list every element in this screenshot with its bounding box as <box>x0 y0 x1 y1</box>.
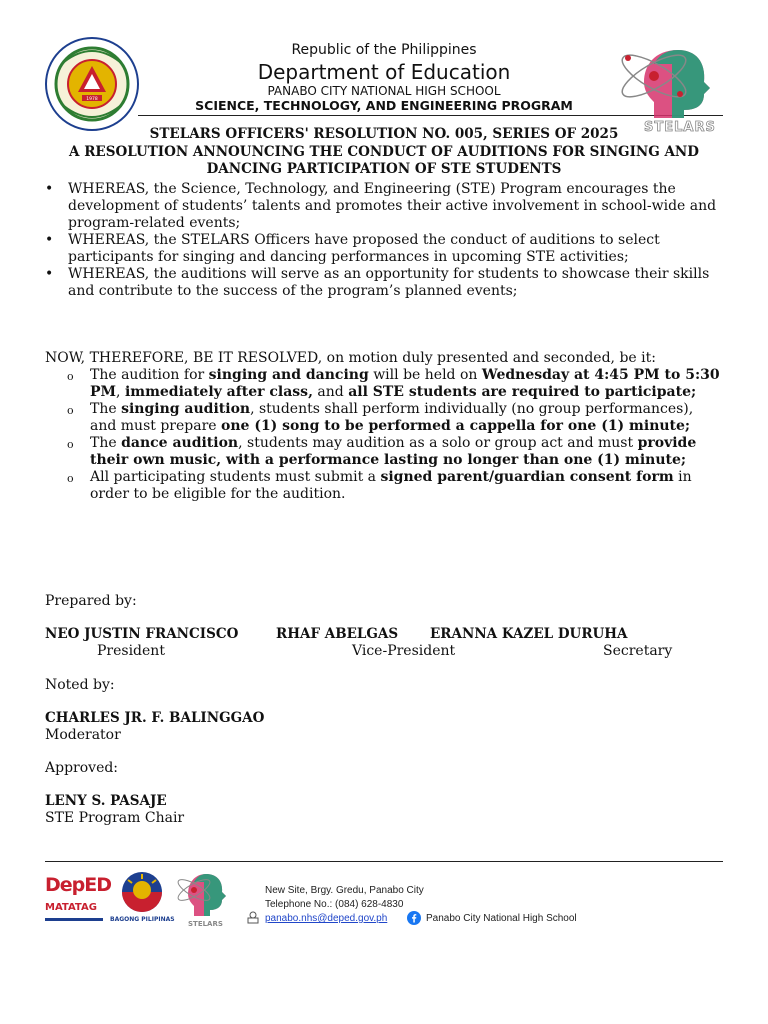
resolution-number: STELARS OFFICERS' RESOLUTION NO. 005, SERIES OF 2025 <box>149 126 619 142</box>
program-line: SCIENCE, TECHNOLOGY, AND ENGINEERING PROGRAM <box>195 98 573 113</box>
matatag-text: MATATAG <box>45 902 97 913</box>
president-name: NEO JUSTIN FRANCISCO <box>45 626 239 642</box>
deped-logo-text: DepED <box>45 874 112 896</box>
resolution-item-dance: o The dance audition, students may audition as a solo or group act and must provide their own music, with a performance lasting no longer than one (1) minute; <box>67 435 697 468</box>
seal-year: 1978 <box>86 97 98 102</box>
resolution-title-line2: DANCING PARTICIPATION OF STE STUDENTS <box>206 161 562 177</box>
stelars-footer-logo <box>174 866 234 932</box>
bagong-pilipinas-logo <box>110 868 175 928</box>
president-role: President <box>97 643 165 659</box>
resolved-intro: NOW, THEREFORE, BE IT RESOLVED, on motion duly presented and seconded, be it: <box>45 350 656 366</box>
whereas-item: • WHEREAS, the Science, Technology, and Engineering (STE) Program encourages the development of students’ talents and promotes their active involvement in school-wide and program-related events; <box>45 181 717 231</box>
resolution-item-consent: o All participating students must submit a signed parent/guardian consent form in order to be eligible for the audition. <box>67 469 692 502</box>
whereas-item: • WHEREAS, the auditions will serve as an opportunity for students to showcase their skills and contribute to the success of the program’s planned events; <box>45 266 710 299</box>
bagong-pilipinas-text: BAGONG PILIPINAS <box>110 916 175 923</box>
resolution-title-line1: A RESOLUTION ANNOUNCING THE CONDUCT OF AUDITIONS FOR SINGING AND <box>69 144 699 160</box>
footer-telephone: Telephone No.: (084) 628-4830 <box>265 899 404 910</box>
stelars-logo-text: STELARS <box>644 120 716 135</box>
prepared-by-label: Prepared by: <box>45 593 137 609</box>
facebook-icon[interactable] <box>407 910 421 924</box>
matatag-underline <box>45 918 103 921</box>
vice-president-role: Vice-President <box>352 643 456 659</box>
chair-name: LENY S. PASAJE <box>45 793 167 809</box>
moderator-name: CHARLES JR. F. BALINGGAO <box>45 710 265 726</box>
republic-line: Republic of the Philippines <box>291 42 477 58</box>
resolution-item-singing: o The singing audition, students shall perform individually (no group performances), and must prepare one (1) song to be performed a cappella for one (1) minute; <box>67 401 694 434</box>
secretary-name: ERANNA KAZEL DURUHA <box>430 626 628 642</box>
footer-divider <box>45 861 723 862</box>
moderator-role: Moderator <box>45 727 121 743</box>
resolution-item-schedule: o The audition for singing and dancing will be held on Wednesday at 4:45 PM to 5:30 PM, immediately after class, and all STE students are required to participate; <box>67 367 720 400</box>
chair-role: STE Program Chair <box>45 810 185 826</box>
footer-address: New Site, Brgy. Gredu, Panabo City <box>265 885 424 896</box>
whereas-item: • WHEREAS, the STELARS Officers have proposed the conduct of auditions to select participants for singing and dancing performances in upcoming STE activities; <box>45 232 660 265</box>
resolutions-list <box>67 367 722 503</box>
noted-by-label: Noted by: <box>45 677 115 693</box>
deped-matatag-logo <box>45 872 112 928</box>
stelars-footer-text: STELARS <box>188 920 223 928</box>
approved-label: Approved: <box>45 760 119 776</box>
school-line: PANABO CITY NATIONAL HIGH SCHOOL <box>267 84 501 98</box>
footer-email-link[interactable]: panabo.nhs@deped.gov.ph <box>265 913 388 924</box>
whereas-section <box>45 181 720 300</box>
footer-facebook-page[interactable]: Panabo City National High School <box>426 913 577 924</box>
department-line: Department of Education <box>257 60 511 84</box>
stelars-logo <box>614 26 734 138</box>
secretary-role: Secretary <box>603 643 673 659</box>
vice-president-name: RHAF ABELGAS <box>276 626 399 642</box>
email-icon <box>246 909 260 923</box>
